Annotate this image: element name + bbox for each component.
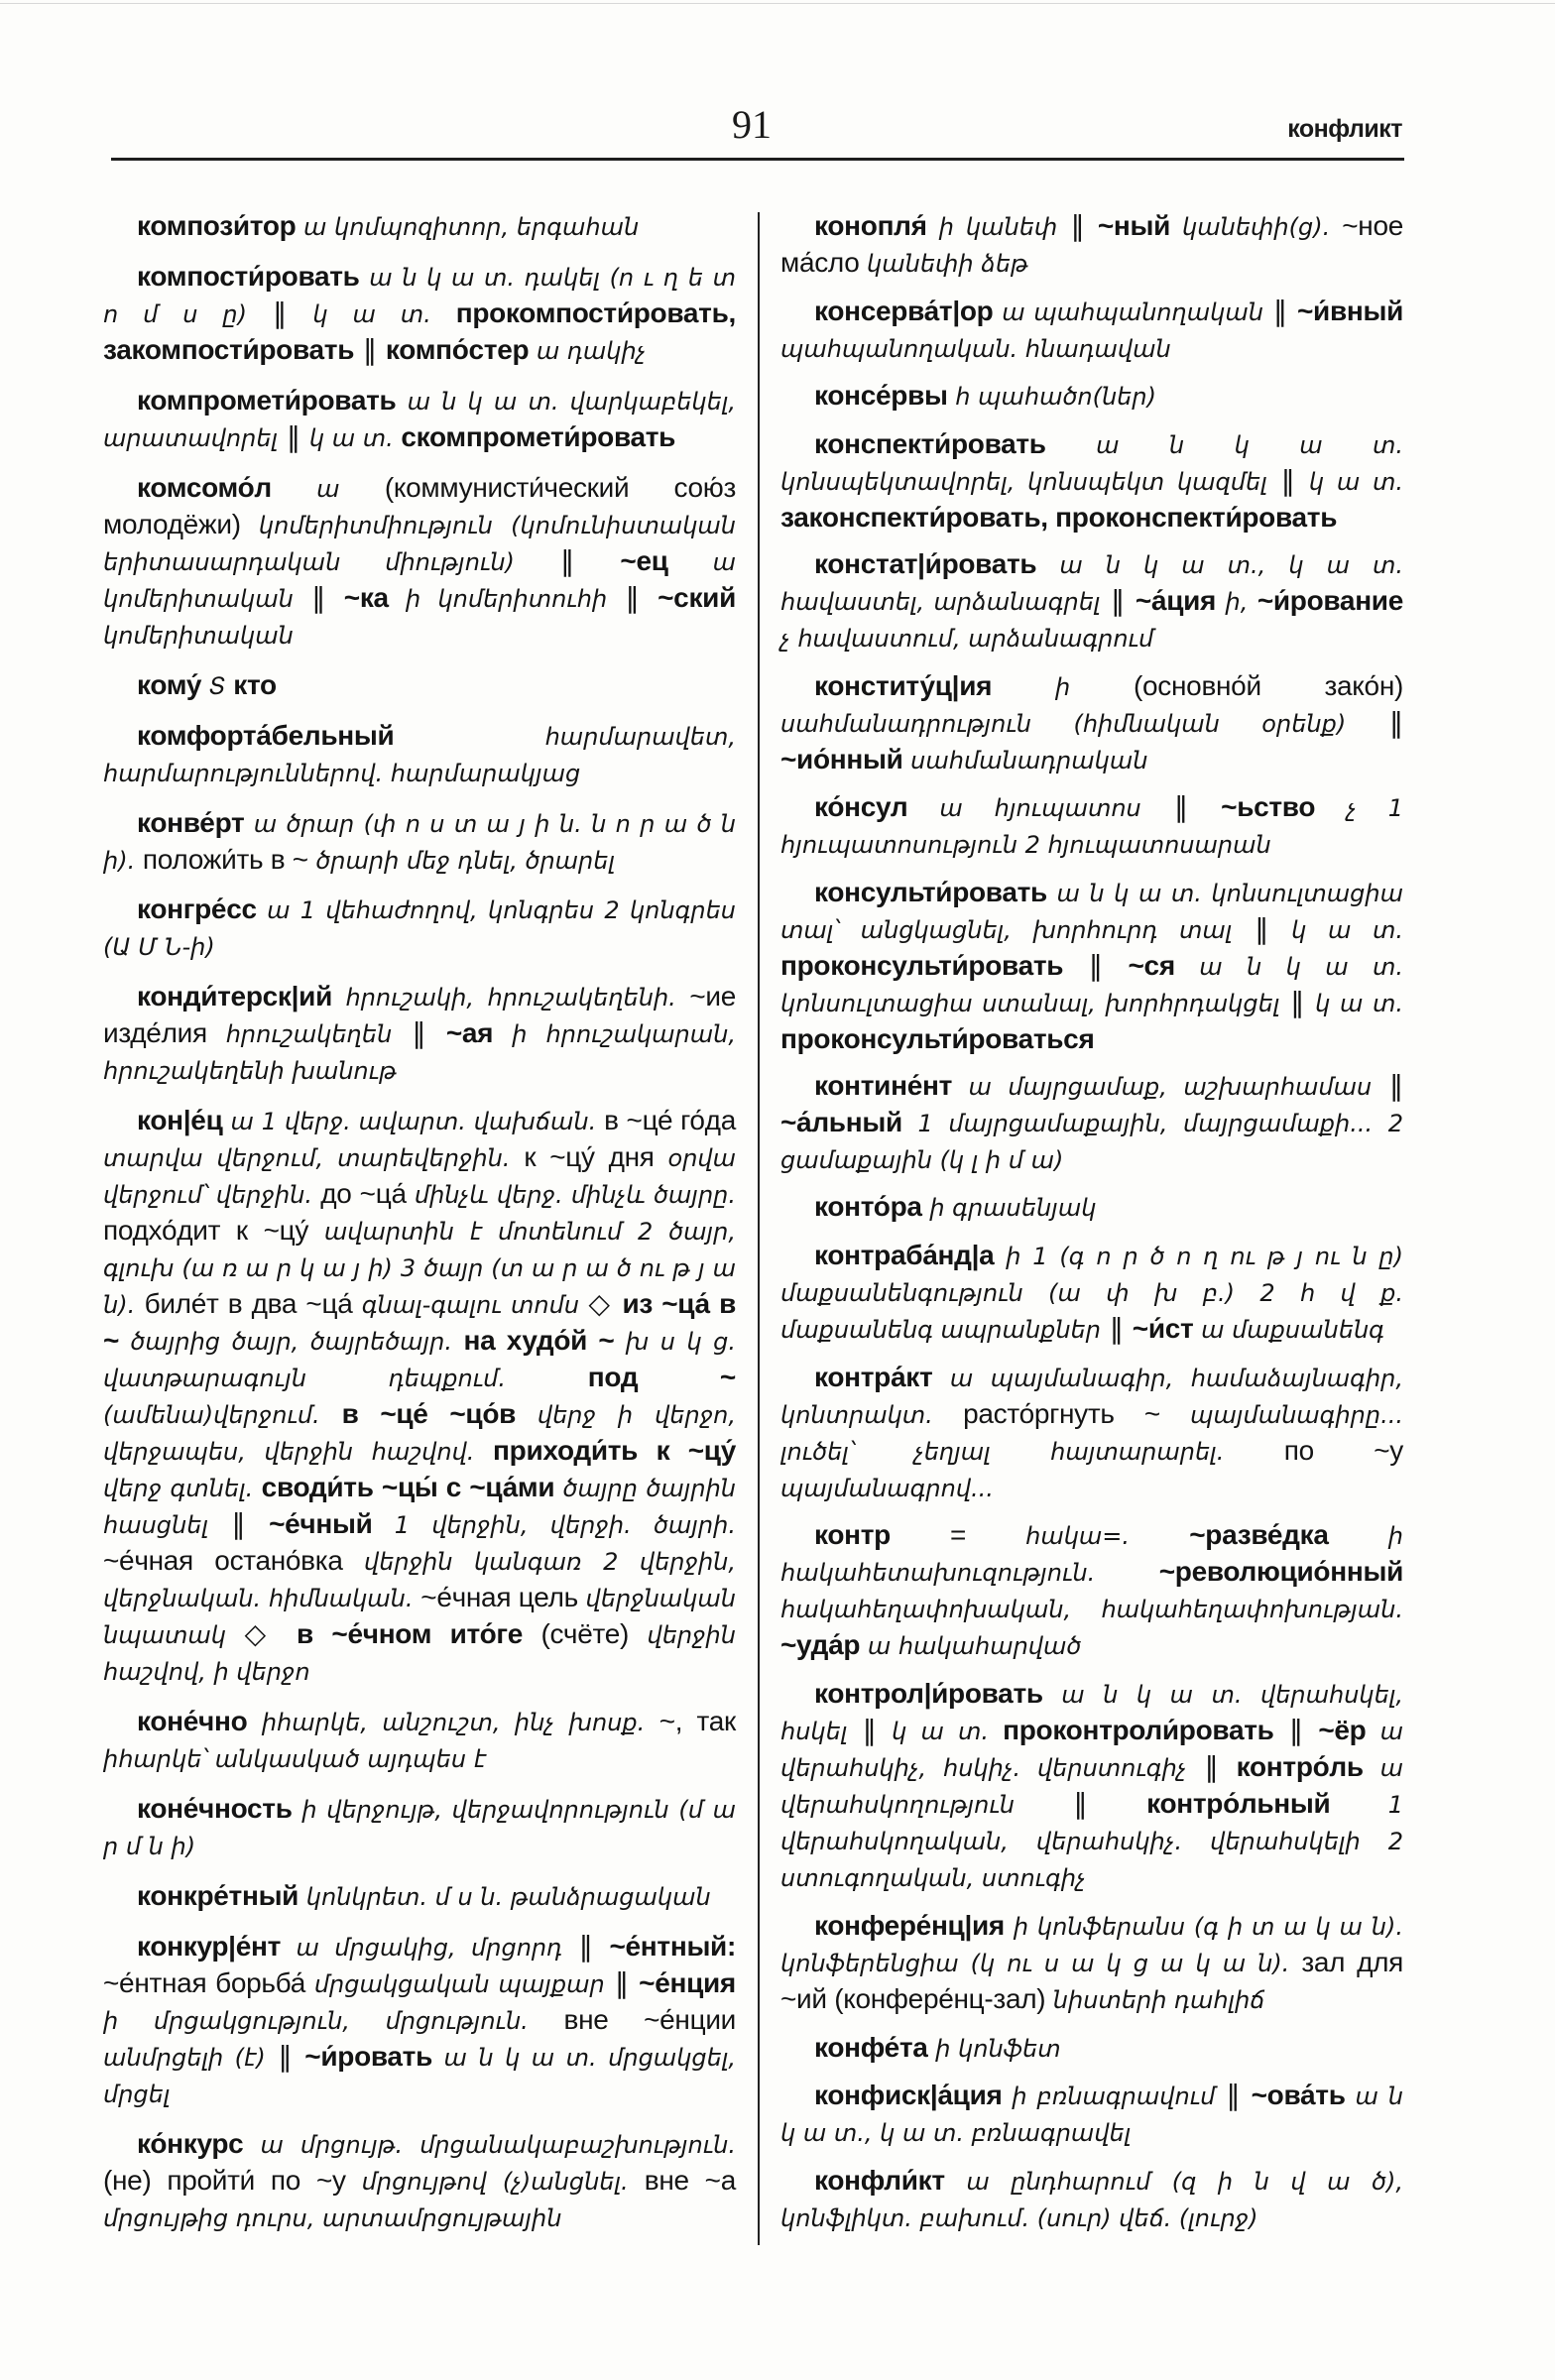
armenian-translation: կ ա տ.	[308, 423, 402, 452]
armenian-translation: պայմանագրով...	[780, 1474, 994, 1502]
separator-mark: ◇	[244, 1617, 298, 1651]
headword: контине́нт	[814, 1069, 952, 1101]
headword: компости́ровать	[137, 260, 360, 292]
armenian-translation: ա հյուպատոս	[907, 794, 1141, 823]
russian-phrase: по ~у	[1283, 1434, 1403, 1466]
armenian-translation: չ 1 հյուպատոսություն 2 հյուպատոսարան	[780, 794, 1403, 860]
armenian-translation: ա 1 վեհաժողով, կոնգրես 2 կոնգրես (Ա Մ Ն-ի)	[103, 896, 736, 962]
armenian-translation: ա ն կ ա տ. վարկաբեկել, արատավորել	[103, 387, 736, 452]
headword: контр	[814, 1519, 891, 1551]
russian-derived-form: ~е́нция	[639, 1966, 736, 1998]
armenian-translation: ա վերահսկողություն	[780, 1754, 1403, 1820]
headword: контра́кт	[814, 1361, 933, 1392]
separator-mark: ‖	[1186, 1750, 1237, 1784]
dictionary-entry	[103, 259, 736, 369]
dictionary-entry	[103, 979, 736, 1089]
russian-phrase: расто́ргнуть ~	[963, 1397, 1191, 1429]
armenian-translation: վերջին կանգառ 2 վերջին, վերջնական. հիմնական.	[103, 1548, 736, 1613]
dictionary-entry	[103, 2126, 736, 2236]
armenian-translation: ի կոմերիտուհի	[388, 584, 608, 613]
headword: конститу́ц|ия	[814, 669, 993, 701]
russian-derived-form: кто	[233, 668, 277, 700]
armenian-translation: ա ն կ ա տ., կ ա տ. բռնագրավել	[780, 2082, 1403, 2148]
page-number: 91	[732, 102, 772, 147]
separator-mark: ‖	[1100, 583, 1136, 617]
headword: конто́ра	[814, 1191, 922, 1223]
separator-mark: ‖	[514, 543, 621, 577]
headword: ко́нкурс	[137, 2127, 244, 2159]
armenian-translation: հարմարավետ, հարմարություններով. հարմարակյաց	[103, 722, 736, 787]
headword: конкре́тный	[137, 1880, 299, 1912]
armenian-translation: պահպանողական. հնադավան	[780, 334, 1171, 363]
separator-mark: ‖	[562, 1929, 610, 1963]
dictionary-entry	[103, 805, 736, 879]
dictionary-entry	[780, 875, 1403, 1056]
headword: консульти́ровать	[814, 876, 1047, 907]
dictionary-entry	[780, 1517, 1403, 1664]
armenian-translation: կոնկրետ. մ ս ն. թանձրացական	[299, 1883, 711, 1912]
armenian-translation: հրուշակեղեն	[225, 1020, 393, 1049]
separator-mark: ‖	[1273, 1714, 1319, 1747]
armenian-translation: օրվա վերջում՝ վերջին.	[103, 1144, 736, 1210]
armenian-translation: ա 1 վերջ. ավարտ. վախճան.	[222, 1108, 605, 1136]
armenian-translation: վերջ գտնել.	[103, 1475, 262, 1503]
russian-phrase: вне ~е́нции	[563, 2003, 736, 2035]
armenian-translation: ա ն կ ա տ. դակել (ո ւ ղ ե տ ո մ ս ը)	[103, 263, 736, 328]
russian-phrase: в ~це́ го́да	[604, 1105, 736, 1136]
headword: конве́рт	[137, 806, 245, 838]
separator-mark: ‖	[354, 332, 386, 366]
header-rule	[111, 158, 1404, 161]
armenian-translation: գնալ-գալու տոմս	[361, 1291, 589, 1320]
dictionary-entry	[103, 892, 736, 965]
separator-mark: ‖	[1346, 705, 1404, 739]
russian-derived-form: ~ая	[445, 1017, 494, 1049]
armenian-translation: Տ	[201, 671, 234, 700]
russian-derived-form: ~ьство	[1221, 791, 1316, 823]
russian-derived-form: ~ка	[343, 581, 389, 613]
russian-derived-form: ~и́ст	[1132, 1313, 1194, 1345]
column-divider	[758, 212, 760, 2245]
armenian-translation: կանեփի ձեթ	[867, 250, 1028, 278]
armenian-translation: ա ն կ ա տ. կոնսուլտացիա ստանալ, խորհրդակցել	[780, 952, 1403, 1017]
armenian-translation: խ ս կ ց. վատթարագույն դեպքում.	[103, 1328, 736, 1393]
armenian-translation: կ ա տ.	[892, 1718, 1004, 1746]
russian-phrase: ~ное ма́сло	[780, 210, 1403, 278]
headword: конфе́та	[814, 2031, 928, 2063]
separator-mark: ‖	[1100, 1312, 1133, 1346]
russian-derived-form: контро́льный	[1146, 1788, 1331, 1820]
armenian-translation: մինչև վերջ. մինչև ծայրը.	[414, 1181, 736, 1210]
dictionary-entry	[103, 718, 736, 791]
russian-phrase: ~е́нтная борьба́	[103, 1966, 314, 1998]
russian-derived-form: ~ио́нный	[780, 743, 903, 774]
armenian-translation: 1 վերջին, վերջի. ծայրի.	[372, 1511, 736, 1540]
russian-phrase: к ~цу́ дня	[524, 1141, 668, 1173]
dictionary-entry	[103, 1103, 736, 1690]
dictionary-entry	[780, 1189, 1403, 1226]
headword: контрол|и́ровать	[814, 1678, 1043, 1710]
russian-phrase: подхо́дит к ~цу́	[103, 1215, 324, 1247]
headword: конкур|е́нт	[137, 1930, 282, 1962]
armenian-translation: ա կոմերիտական	[103, 547, 736, 613]
armenian-translation: հ պահածո(ներ)	[947, 383, 1156, 412]
dictionary-entry	[780, 789, 1403, 863]
headword: комсомо́л	[137, 471, 272, 503]
armenian-translation: ա կոմպոզիտոր, երգահան	[296, 213, 640, 241]
separator-mark: ‖	[1262, 294, 1297, 327]
separator-mark: ‖	[1140, 790, 1222, 824]
russian-derived-form: своди́ть ~цы́ с ~ца́ми	[261, 1472, 563, 1503]
armenian-translation: իհարկե, անշուշտ, ինչ խոսք.	[247, 1709, 659, 1737]
armenian-translation: ա ծրար (փ ո ս տ ա յ ի ն. ն ո ր ա ծ ն ի).	[103, 809, 736, 875]
headword: компромети́ровать	[137, 384, 397, 416]
dictionary-entry	[103, 470, 736, 654]
russian-derived-form: ~ский	[658, 581, 736, 613]
armenian-translation: մրցույթով (չ)անցնել.	[361, 2167, 645, 2196]
armenian-translation: ա ն կ ա տ. մրցակցել, մրցել	[103, 2043, 736, 2108]
separator-mark: ‖	[207, 1507, 270, 1541]
armenian-translation: ի	[992, 672, 1135, 701]
armenian-translation: 1 մայրցամաքային, մայրցամաքի... 2 ցամաքային (կ լ ի մ ա)	[780, 1109, 1403, 1174]
dictionary-entry	[780, 1068, 1403, 1178]
armenian-translation: ի կոնֆետ	[927, 2034, 1061, 2063]
russian-derived-form: ~и́рование	[1256, 584, 1403, 616]
russian-derived-form: в ~е́чном ито́ге	[297, 1618, 541, 1650]
russian-derived-form: ~и́ровать	[304, 2040, 433, 2072]
russian-derived-form: ~разве́дка	[1189, 1519, 1329, 1551]
armenian-translation: ա վերահսկիչ, հսկիչ. վերստուգիչ	[780, 1718, 1403, 1783]
dictionary-entry	[103, 208, 736, 245]
armenian-translation: ծայրը ծայրին հասցնել	[103, 1475, 736, 1540]
russian-phrase: положи́ть в ~	[142, 843, 316, 875]
dictionary-entry	[780, 294, 1403, 367]
running-head-guide-word: конфликт	[1287, 115, 1402, 143]
armenian-translation: ա մրցույթ. մրցանակաբաշխություն.	[243, 2130, 736, 2159]
russian-derived-form: под ~	[587, 1362, 736, 1393]
armenian-translation: ա պահպանողական	[993, 298, 1263, 326]
armenian-translation: ա դակիչ	[529, 336, 647, 365]
armenian-translation: կանեփի(ց).	[1170, 213, 1343, 241]
headword: конопля́	[814, 210, 927, 241]
russian-derived-form: ~ец	[620, 544, 668, 576]
russian-derived-form: ~ся	[1128, 949, 1175, 981]
headword: конфли́кт	[814, 2164, 945, 2196]
dictionary-entry	[103, 1878, 736, 1915]
separator-mark: ‖	[1266, 464, 1309, 498]
russian-phrase: биле́т в два ~ца́	[144, 1288, 362, 1320]
russian-derived-form: ~и́вный	[1296, 295, 1403, 326]
russian-phrase: ~, так	[658, 1706, 736, 1737]
russian-phrase: (счёте)	[540, 1618, 648, 1650]
headword: констат|и́ровать	[814, 547, 1037, 579]
left-column	[103, 208, 736, 2236]
russian-derived-form: из ~ца́ в ~	[103, 1288, 736, 1357]
headword: компози́тор	[137, 210, 297, 241]
russian-phrase: ~е́чная остано́вка	[103, 1545, 364, 1577]
russian-derived-form: прокомпости́ровать, закомпости́ровать	[103, 297, 736, 365]
dictionary-entry	[780, 2078, 1403, 2151]
dictionary-entry	[780, 2030, 1403, 2067]
russian-derived-form: ~ова́ть	[1251, 2080, 1346, 2111]
armenian-translation: (ամենա)վերջում.	[103, 1401, 342, 1430]
dictionary-entry	[103, 1704, 736, 1777]
russian-phrase: до ~ца́	[320, 1178, 415, 1210]
armenian-translation: ա մաքսանենգ	[1193, 1316, 1384, 1345]
separator-mark: ‖	[265, 2039, 305, 2073]
armenian-translation: տարվա վերջում, տարեվերջին.	[103, 1144, 525, 1173]
headword: кому́	[137, 668, 202, 700]
armenian-translation: ի,	[1216, 587, 1257, 616]
headword: конспекти́ровать	[814, 428, 1046, 460]
separator-mark: ‖	[278, 419, 309, 453]
dictionary-entry	[780, 1360, 1403, 1506]
russian-phrase: =	[890, 1519, 1026, 1551]
russian-phrase: ~е́чная цель	[420, 1582, 586, 1613]
separator-mark: ‖	[1372, 1068, 1403, 1102]
armenian-translation: ա	[271, 474, 385, 503]
armenian-translation: մրցակցական պայքար	[313, 1969, 605, 1998]
armenian-translation: կոմերիտմիություն (կոմունիստական երիտասարդական միություն)	[103, 511, 736, 576]
russian-derived-form: ~е́чный	[269, 1508, 373, 1540]
armenian-translation: ա մայրցամաք, աշխարհամաս	[952, 1072, 1373, 1101]
armenian-translation: հրուշակի, հրուշակեղենի.	[331, 984, 690, 1012]
armenian-translation: ա մրցակից, մրցորդ	[281, 1933, 563, 1962]
separator-mark: ‖	[392, 1016, 446, 1050]
armenian-translation: ի բռնագրավում	[1002, 2082, 1216, 2111]
armenian-translation: ի գրասենյակ	[921, 1194, 1097, 1223]
separator-mark: ‖	[246, 296, 313, 329]
dictionary-entry	[780, 2163, 1403, 2236]
dictionary-entry	[780, 426, 1403, 535]
russian-derived-form: контро́ль	[1236, 1751, 1364, 1783]
armenian-translation: ավարտին է մոտենում 2 ծայր, գլուխ (ա ռ ա ր կ ա յ ի) 3 ծայր (տ ա ր ա ծ ու թ յ ա ն).	[103, 1218, 736, 1320]
separator-mark: ‖	[1215, 2079, 1252, 2112]
armenian-translation: մրցույթից դուրս, արտամրցույթային	[103, 2203, 562, 2232]
armenian-translation: ա ն կ ա տ. վերահսկել, հսկել	[780, 1681, 1403, 1746]
separator-mark: ‖	[604, 1965, 640, 1999]
scan-edge-line	[0, 3, 1555, 4]
headword: консе́рвы	[814, 380, 948, 412]
dictionary-entry	[103, 1791, 736, 1864]
russian-phrase: ~ие изде́лия	[103, 981, 736, 1049]
russian-phrase: (коммунисти́ческий сою́з молодёжи)	[103, 471, 736, 539]
armenian-translation: իհարկե՝ անկասկած այդպես է	[103, 1745, 487, 1774]
armenian-translation: ի հակահետախուզություն.	[780, 1522, 1404, 1588]
armenian-translation: չ հավաստում, արձանագրում	[780, 624, 1154, 653]
russian-derived-form: проконсульти́ровать	[780, 949, 1064, 981]
dictionary-entry	[103, 1929, 736, 2112]
separator-mark: ‖	[847, 1714, 893, 1747]
armenian-translation: ա ընդհարում (զ ի ն վ ա ծ), կոնֆլիկտ. բախում. (սուր) վեճ. (լուրջ)	[780, 2167, 1403, 2232]
russian-derived-form: в ~це́ ~цо́в	[341, 1398, 538, 1430]
dictionary-entry	[780, 1238, 1403, 1348]
headword: конфере́нц|ия	[814, 1909, 1005, 1941]
headword: конди́терск|ий	[137, 981, 332, 1012]
russian-derived-form: ~уда́р	[780, 1629, 861, 1661]
armenian-translation: սահմանադրություն (հիմնական օրենք)	[780, 709, 1347, 738]
armenian-translation: կ ա տ.	[1291, 915, 1403, 944]
russian-derived-form: ~революцио́нный	[1158, 1556, 1403, 1588]
armenian-translation: վերջնական նպատակ	[103, 1585, 736, 1650]
armenian-translation: ի կոնֆերանս (գ ի տ ա կ ա ն). կոնֆերենցիա (կ ու ս ա կ ց ա կ ա ն).	[780, 1912, 1403, 1977]
russian-derived-form: проконсульти́роваться	[780, 1022, 1095, 1054]
armenian-translation: պայմանագիրը... լուծել՝ չեղյալ հայտարարել.	[780, 1400, 1403, 1466]
separator-mark: ‖	[293, 580, 344, 614]
dictionary-entry	[780, 1908, 1403, 2018]
armenian-translation: ի հրուշակարան, հրուշակեղենի խանութ	[103, 1020, 736, 1086]
headword: конгре́сс	[137, 893, 257, 925]
armenian-translation: ծայրից ծայր, ծայրեծայր.	[130, 1328, 464, 1357]
armenian-translation: կ ա տ.	[1315, 989, 1403, 1017]
russian-derived-form: скомпромети́ровать	[401, 420, 676, 452]
armenian-translation: հակա=.	[1025, 1522, 1190, 1551]
headword: контраба́нд|а	[814, 1240, 995, 1271]
armenian-translation: նիստերի դահլիճ	[1052, 1985, 1265, 2014]
russian-derived-form: ~ёр	[1318, 1715, 1367, 1746]
russian-derived-form: проконтроли́ровать	[1003, 1715, 1274, 1746]
armenian-translation: ի մրցակցություն, մրցություն.	[103, 2006, 564, 2035]
dictionary-entry	[780, 378, 1403, 415]
dictionary-entry	[780, 1676, 1403, 1896]
armenian-translation: ա պայմանագիր, համաձայնագիր, կոնտրակտ.	[780, 1364, 1403, 1429]
armenian-translation: անմրցելի (է)	[103, 2043, 266, 2072]
headword: кон|е́ц	[137, 1105, 223, 1136]
separator-mark: ◇	[588, 1287, 623, 1321]
dictionary-entry	[780, 668, 1403, 778]
armenian-translation: կ ա տ.	[1308, 468, 1403, 497]
armenian-translation: ի վերջույթ, վերջավորություն (մ ա ր մ ն ի)	[103, 1796, 736, 1861]
separator-mark: ‖	[1063, 948, 1129, 982]
armenian-translation: ծրարի մեջ դնել, ծրարել	[315, 846, 615, 875]
armenian-translation: կ ա տ.	[312, 299, 456, 328]
russian-derived-form: на худо́й ~	[463, 1325, 626, 1357]
separator-mark: ‖	[1232, 911, 1292, 945]
separator-mark: ‖	[1057, 209, 1098, 242]
russian-derived-form: компо́стер	[385, 333, 530, 365]
armenian-translation: վերջին հաշվով, ի վերջո	[103, 1621, 736, 1687]
headword: конфиск|а́ция	[814, 2080, 1003, 2111]
armenian-translation: ա ն կ ա տ. կոնսպեկտավորել, կոնսպեկտ կազմել	[780, 431, 1403, 497]
russian-phrase: вне ~а	[644, 2164, 737, 2196]
headword: коне́чность	[137, 1793, 293, 1825]
russian-phrase: (основно́й зако́н)	[1134, 669, 1404, 701]
armenian-translation: վերջ ի վերջո, վերջապես, վերջին հաշվով.	[103, 1401, 736, 1467]
dictionary-entry	[780, 546, 1403, 656]
russian-derived-form: приходи́ть к ~цу́	[493, 1435, 736, 1467]
headword: консерва́т|ор	[814, 295, 994, 326]
headword: комфорта́бельный	[137, 719, 395, 751]
dictionary-entry	[103, 383, 736, 456]
russian-derived-form: ~ный	[1097, 210, 1171, 241]
separator-mark: ‖	[607, 580, 658, 614]
armenian-translation: սահմանադրական	[902, 746, 1148, 774]
dictionary-entry	[780, 208, 1403, 282]
headword: ко́нсул	[814, 791, 908, 823]
russian-derived-form: ~а́ция	[1135, 584, 1217, 616]
armenian-translation: ա ն կ ա տ., կ ա տ. հավաստել, արձանագրել	[780, 550, 1403, 616]
dictionary-entry	[103, 667, 736, 704]
russian-phrase: зал для ~ий (конфере́нц-зал)	[780, 1946, 1404, 2014]
armenian-translation: ի 1 (գ ո ր ծ ո ղ ու թ յ ու ն ը) մաքսանենգություն (ա փ խ բ.) 2 հ վ ք. մաքսանենգ ապրանքներ	[780, 1243, 1403, 1345]
armenian-translation: ա հակահարված	[860, 1632, 1082, 1661]
separator-mark: ‖	[1279, 985, 1316, 1018]
separator-mark: ‖	[1014, 1787, 1147, 1821]
russian-phrase: (не) пройти́ по ~у	[103, 2164, 362, 2196]
headword: коне́чно	[137, 1706, 248, 1737]
right-column	[780, 208, 1403, 2236]
russian-derived-form: законспекти́ровать, проконспекти́ровать	[780, 502, 1338, 534]
armenian-translation: 1 վերահսկողական, վերահսկիչ. վերահսկելի 2 ստուգողական, ստուգիչ	[780, 1791, 1403, 1893]
russian-derived-form: ~е́нтный:	[609, 1930, 736, 1962]
armenian-translation: ի կանեփ	[926, 213, 1058, 241]
armenian-translation: ա ն կ ա տ. կոնսուլտացիա տալ՝ անցկացնել, խորհուրդ տալ	[780, 879, 1403, 944]
russian-derived-form: ~а́льный	[780, 1106, 902, 1137]
armenian-translation: կոմերիտական	[103, 621, 294, 650]
armenian-translation: հակահեղափոխական, հակահեղափոխության.	[780, 1596, 1403, 1624]
